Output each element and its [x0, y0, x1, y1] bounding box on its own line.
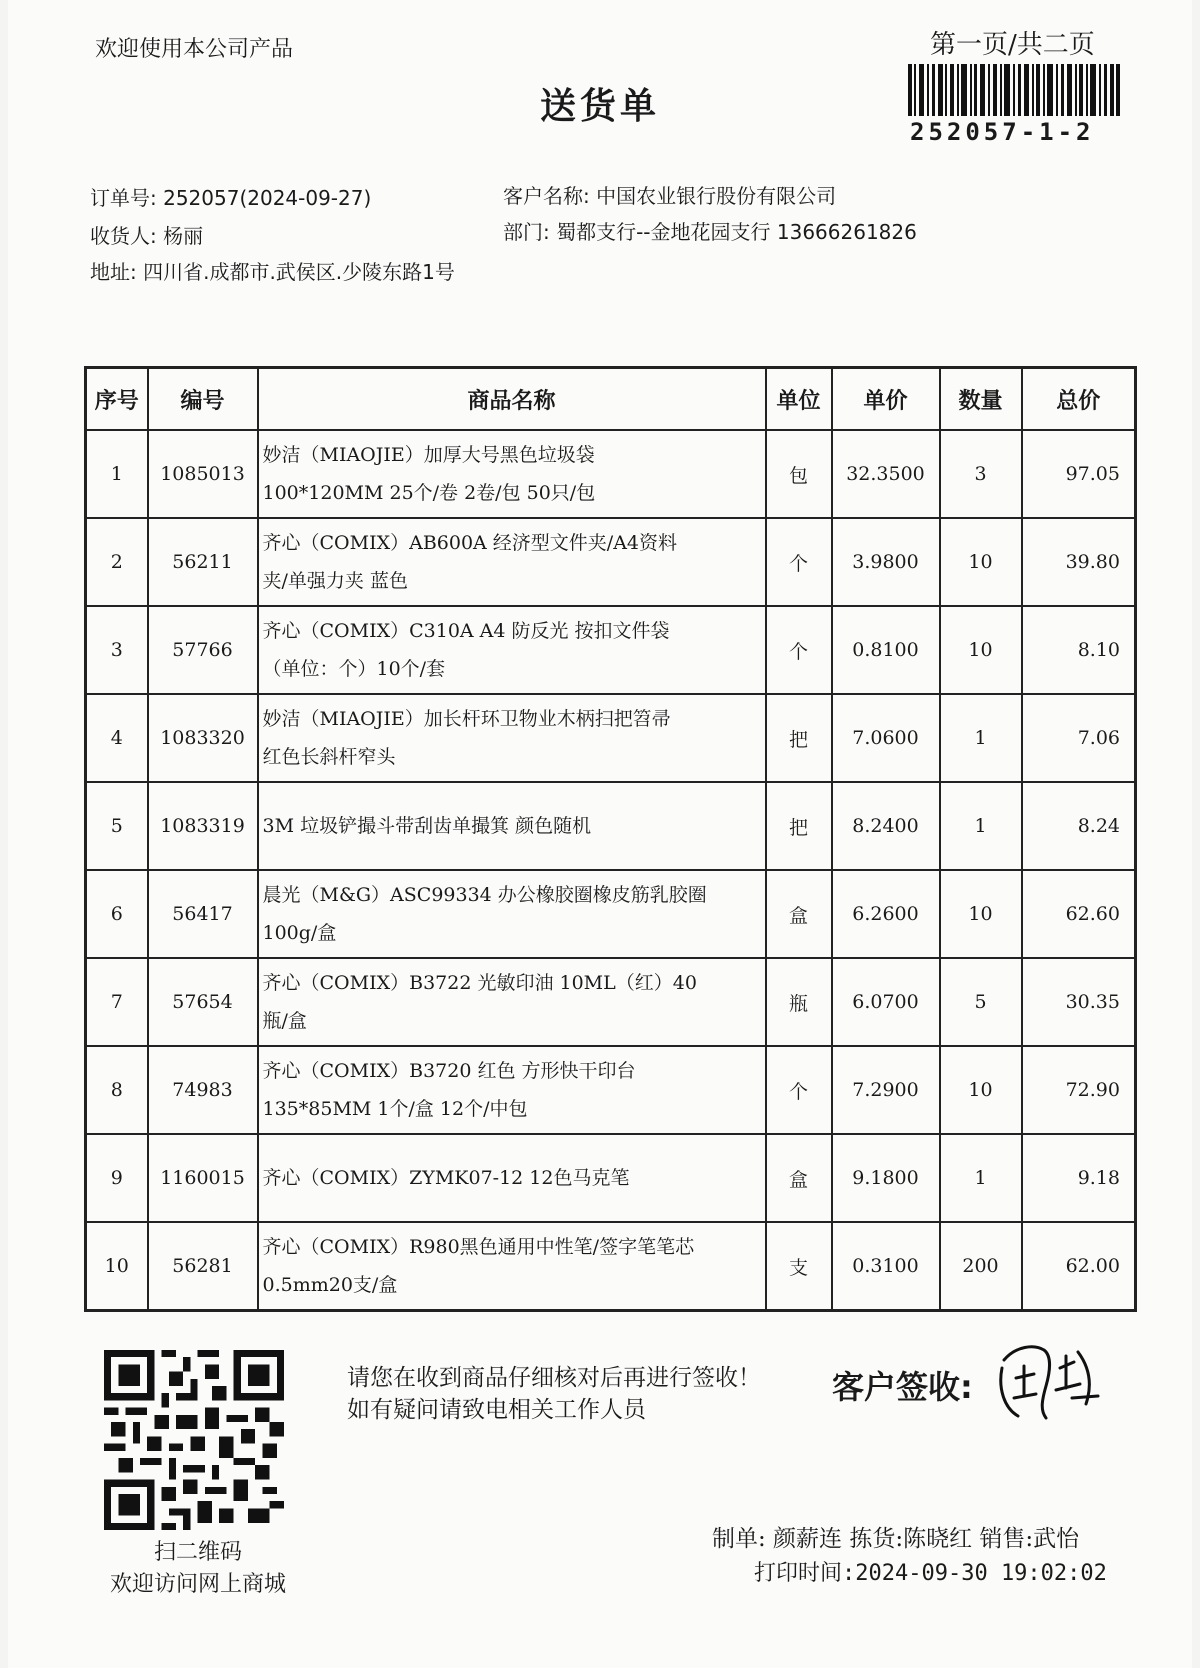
header-total: 总价: [1022, 368, 1136, 431]
cell-unit: 支: [766, 1222, 832, 1311]
cell-code: 56281: [148, 1222, 258, 1311]
table-row: [86, 694, 1136, 782]
product-name-line1: 晨光（M&G）ASC99334 办公橡胶圈橡皮筋乳胶圈: [262, 884, 707, 906]
cell-unit-price: 32.3500: [832, 430, 940, 518]
cell-product-name: [258, 1046, 766, 1134]
barcode: [908, 64, 1120, 116]
cell-unit: 个: [766, 606, 832, 694]
cell-seq: 6: [86, 870, 148, 958]
cell-product-name: [258, 870, 766, 958]
cell-seq: 5: [86, 782, 148, 870]
product-name-line2: 100g/盒: [262, 922, 337, 944]
handwritten-signature: [994, 1338, 1106, 1422]
cell-unit-price: 9.1800: [832, 1134, 940, 1222]
header-product-name: 商品名称: [258, 368, 766, 431]
table-row: [86, 870, 1136, 958]
order-number: 订单号: 252057(2024-09-27): [90, 186, 372, 210]
print-time: 打印时间:2024-09-30 19:02:02: [754, 1561, 1107, 1586]
table-row: [86, 1134, 1136, 1222]
cell-unit: 把: [766, 782, 832, 870]
staff-info: 制单: 颜薪连 拣货:陈晓红 销售:武怡: [712, 1526, 1080, 1552]
cell-unit-price: 6.2600: [832, 870, 940, 958]
product-name-line1: 齐心（COMIX）B3720 红色 方形快干印台: [262, 1060, 636, 1082]
cell-quantity: 3: [940, 430, 1022, 518]
header-seq: 序号: [86, 368, 148, 431]
receiver: 收货人: 杨丽: [90, 224, 204, 248]
product-name-line1: 妙洁（MIAOJIE）加长杆环卫物业木柄扫把笤帚: [262, 708, 671, 730]
cell-unit: 把: [766, 694, 832, 782]
qr-caption-line1: 扫二维码: [153, 1540, 242, 1565]
cell-unit-price: 0.8100: [832, 606, 940, 694]
product-name-line1: 齐心（COMIX）B3722 光敏印油 10ML（红）40: [262, 972, 697, 994]
cell-product-name: [258, 694, 766, 782]
cell-unit-price: 0.3100: [832, 1222, 940, 1311]
cell-product-name: [258, 606, 766, 694]
cell-unit-price: 3.9800: [832, 518, 940, 606]
product-name-line1: 3M 垃圾铲撮斗带刮齿单撮箕 颜色随机: [262, 815, 592, 837]
cell-seq: 3: [86, 606, 148, 694]
barcode-number: 252057-1-2: [910, 118, 1095, 146]
table-row: [86, 1046, 1136, 1134]
cell-unit: 个: [766, 518, 832, 606]
product-name-line1: 齐心（COMIX）R980黑色通用中性笔/签字笔笔芯: [262, 1236, 695, 1258]
cell-unit-price: 7.2900: [832, 1046, 940, 1134]
cell-quantity: 200: [940, 1222, 1022, 1311]
cell-product-name: [258, 1134, 766, 1222]
header-unit: 单位: [766, 368, 832, 431]
cell-unit: 盒: [766, 1134, 832, 1222]
cell-quantity: 1: [940, 694, 1022, 782]
cell-quantity: 1: [940, 1134, 1022, 1222]
header-code: 编号: [148, 368, 258, 431]
cell-code: 56211: [148, 518, 258, 606]
table-row: [86, 606, 1136, 694]
cell-product-name: [258, 782, 766, 870]
cell-quantity: 10: [940, 870, 1022, 958]
cell-total: 97.05: [1022, 430, 1136, 518]
department: 部门: 蜀都支行--金地花园支行 13666261826: [503, 220, 917, 244]
cell-total: 8.10: [1022, 606, 1136, 694]
cell-code: 1083320: [148, 694, 258, 782]
cell-seq: 10: [86, 1222, 148, 1311]
cell-total: 30.35: [1022, 958, 1136, 1046]
cell-code: 1083319: [148, 782, 258, 870]
table-row: [86, 518, 1136, 606]
cell-quantity: 1: [940, 782, 1022, 870]
cell-code: 74983: [148, 1046, 258, 1134]
cell-product-name: [258, 1222, 766, 1311]
table-row: [86, 782, 1136, 870]
cell-product-name: [258, 518, 766, 606]
cell-code: 57654: [148, 958, 258, 1046]
cell-seq: 9: [86, 1134, 148, 1222]
page-indicator: 第一页/共二页: [930, 30, 1095, 60]
product-name-line2: 红色长斜杆窄头: [262, 746, 396, 768]
header-unit-price: 单价: [832, 368, 940, 431]
product-name-line2: 夹/单强力夹 蓝色: [262, 570, 408, 592]
product-name-line2: 100*120MM 25个/卷 2卷/包 50只/包: [262, 482, 596, 504]
cell-code: 57766: [148, 606, 258, 694]
cell-unit: 盒: [766, 870, 832, 958]
customer-name: 客户名称: 中国农业银行股份有限公司: [503, 184, 837, 208]
product-name-line2: （单位：个）10个/套: [262, 658, 446, 680]
cell-quantity: 10: [940, 1046, 1022, 1134]
cell-product-name: [258, 958, 766, 1046]
cell-total: 9.18: [1022, 1134, 1136, 1222]
items-table: [84, 366, 1137, 1312]
cell-seq: 1: [86, 430, 148, 518]
product-name-line1: 妙洁（MIAOJIE）加厚大号黑色垃圾袋: [262, 444, 595, 466]
table-row: [86, 1222, 1136, 1311]
cell-unit-price: 6.0700: [832, 958, 940, 1046]
product-name-line2: 瓶/盒: [262, 1010, 307, 1032]
receipt-notice: 请您在收到商品仔细核对后再进行签收！如有疑问请致电相关工作人员: [347, 1365, 761, 1423]
welcome-text: 欢迎使用本公司产品: [95, 37, 294, 62]
cell-total: 62.00: [1022, 1222, 1136, 1311]
table-row: [86, 430, 1136, 518]
cell-unit: 个: [766, 1046, 832, 1134]
cell-quantity: 10: [940, 518, 1022, 606]
table-row: [86, 958, 1136, 1046]
product-name-line2: 135*85MM 1个/盒 12个/中包: [262, 1098, 528, 1120]
cell-seq: 4: [86, 694, 148, 782]
product-name-line1: 齐心（COMIX）C310A A4 防反光 按扣文件袋: [262, 620, 670, 642]
cell-unit: 包: [766, 430, 832, 518]
product-name-line1: 齐心（COMIX）ZYMK07-12 12色马克笔: [262, 1167, 630, 1189]
cell-quantity: 5: [940, 958, 1022, 1046]
document-title: 送货单: [539, 86, 660, 127]
header-quantity: 数量: [940, 368, 1022, 431]
cell-product-name: [258, 430, 766, 518]
cell-quantity: 10: [940, 606, 1022, 694]
product-name-line2: 0.5mm20支/盒: [262, 1274, 398, 1296]
cell-total: 7.06: [1022, 694, 1136, 782]
cell-total: 72.90: [1022, 1046, 1136, 1134]
cell-seq: 7: [86, 958, 148, 1046]
cell-unit-price: 7.0600: [832, 694, 940, 782]
cell-unit: 瓶: [766, 958, 832, 1046]
qr-code: [104, 1350, 284, 1530]
cell-unit-price: 8.2400: [832, 782, 940, 870]
cell-total: 8.24: [1022, 782, 1136, 870]
cell-seq: 2: [86, 518, 148, 606]
cell-total: 39.80: [1022, 518, 1136, 606]
table-header-row: [86, 368, 1136, 431]
cell-code: 1160015: [148, 1134, 258, 1222]
cell-seq: 8: [86, 1046, 148, 1134]
qr-caption-line2: 欢迎访问网上商城: [109, 1572, 286, 1597]
customer-sign-label: 客户签收:: [832, 1368, 973, 1406]
address: 地址: 四川省.成都市.武侯区.少陵东路1号: [90, 260, 455, 284]
cell-code: 1085013: [148, 430, 258, 518]
cell-code: 56417: [148, 870, 258, 958]
product-name-line1: 齐心（COMIX）AB600A 经济型文件夹/A4资料: [262, 532, 678, 554]
cell-total: 62.60: [1022, 870, 1136, 958]
